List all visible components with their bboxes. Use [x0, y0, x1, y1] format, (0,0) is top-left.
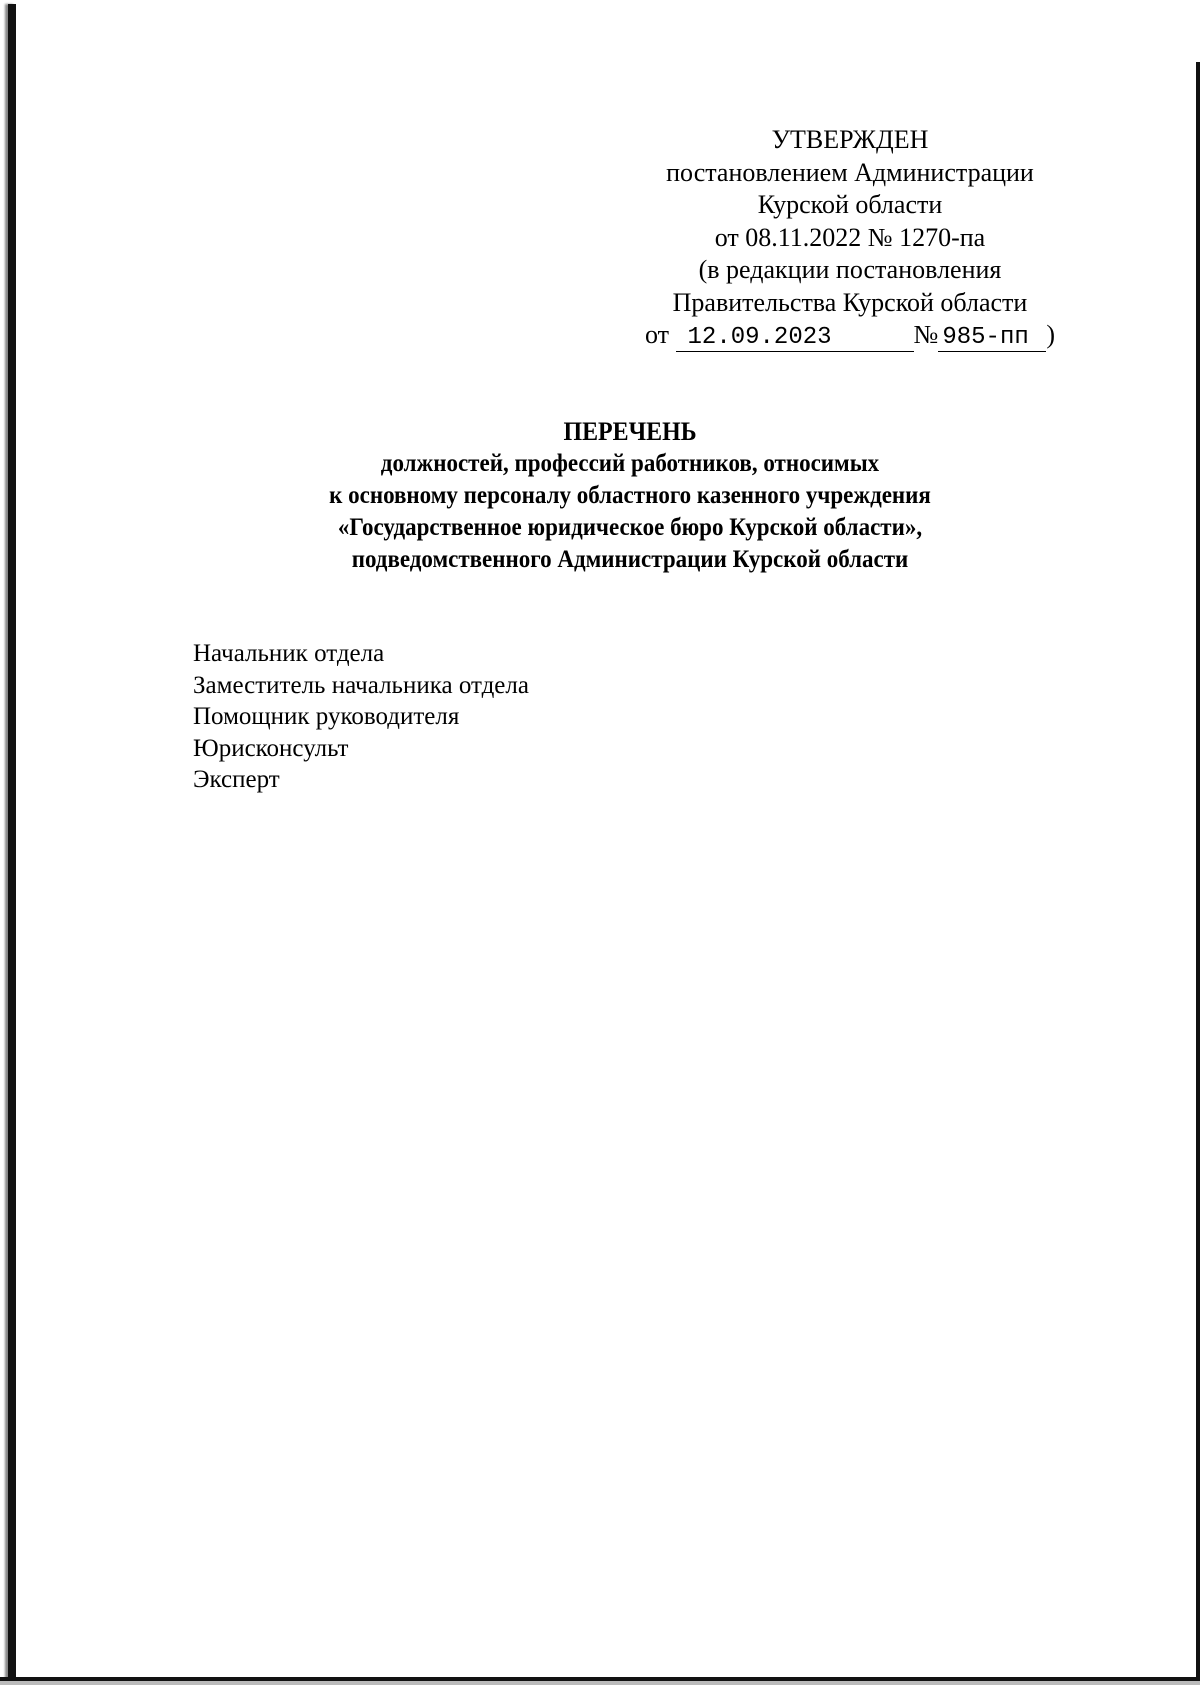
list-item: Заместитель начальника отдела	[193, 671, 529, 699]
scan-bottom-noise	[0, 1681, 1200, 1685]
title-heading: ПЕРЕЧЕНЬ	[563, 417, 697, 446]
scan-left-edge	[8, 4, 16, 1679]
title-line: к основному персоналу областного казенного учреждения	[329, 482, 931, 509]
amendment-prefix: от	[644, 320, 670, 349]
list-item: Юрисконсульт	[193, 734, 349, 762]
list-item: Помощник руководителя	[193, 703, 460, 730]
amendment-line: (в редакции постановления	[698, 255, 1002, 284]
number-sign: №	[913, 320, 939, 349]
list-item: Начальник отдела	[193, 640, 385, 667]
approval-stamp	[610, 124, 1090, 352]
approval-line: постановлением Администрации	[666, 157, 1034, 187]
list-item: Эксперт	[193, 766, 280, 793]
original-decree-reference: от 08.11.2022 № 1270-па	[714, 222, 986, 252]
document-title	[262, 416, 998, 576]
amendment-number-field: 985-пп	[938, 325, 1046, 352]
positions-list	[193, 638, 529, 796]
approval-line: Курской области	[757, 190, 943, 219]
title-line: подведомственного Администрации Курской области	[351, 546, 909, 573]
scan-right-edge	[1196, 62, 1200, 1682]
title-line: должностей, профессий работников, относимых	[380, 450, 880, 477]
closing-parenthesis: )	[1046, 320, 1055, 349]
amendment-line: Правительства Курской области	[672, 287, 1028, 317]
amendment-reference	[610, 319, 1090, 352]
approval-heading: УТВЕРЖДЕН	[771, 125, 929, 154]
title-line: «Государственное юридическое бюро Курской области»,	[337, 514, 923, 541]
amendment-date-field: 12.09.2023	[676, 325, 914, 352]
